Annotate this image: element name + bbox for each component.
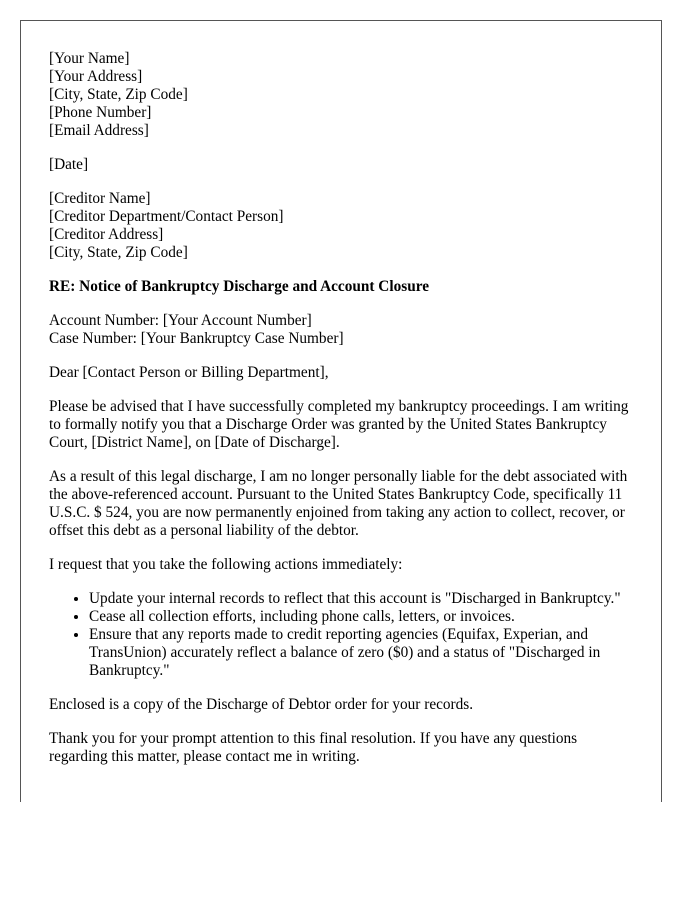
letter-page: [20, 20, 662, 802]
creditor-address: [Creditor Address]: [49, 226, 164, 243]
sender-city: [City, State, Zip Code]: [49, 86, 188, 103]
enclosure-paragraph: Enclosed is a copy of the Discharge of Debtor order for your records.: [49, 696, 474, 713]
recipient-block: [49, 190, 633, 262]
creditor-contact: [Creditor Department/Contact Person]: [49, 208, 284, 225]
creditor-name: [Creditor Name]: [49, 190, 151, 207]
sender-address: [Your Address]: [49, 68, 143, 85]
sender-email: [Email Address]: [49, 122, 149, 139]
reference-numbers: [49, 312, 633, 348]
sender-phone: [Phone Number]: [49, 104, 152, 121]
salutation: Dear [Contact Person or Billing Department],: [49, 364, 329, 381]
sender-name: [Your Name]: [49, 50, 130, 67]
list-item: • Cease all collection efforts, including phone calls, letters, or invoices.: [89, 608, 633, 626]
subject-line: RE: Notice of Bankruptcy Discharge and Account Closure: [49, 278, 430, 295]
list-item: • Update your internal records to reflect that this account is "Discharged in Bankruptcy.": [89, 590, 633, 608]
account-number: Account Number: [Your Account Number]: [49, 312, 312, 329]
closing-paragraph: Thank you for your prompt attention to this final resolution. If you have any questions regarding this matter, please contact me in writing.: [49, 730, 578, 765]
action-list: [49, 590, 633, 680]
sender-block: [49, 50, 633, 140]
body-paragraph: Please be advised that I have successfully completed my bankruptcy proceedings. I am writing to formally notify you that a Discharge Order was granted by the United States Bankruptcy Court, [District Name], on [Date of Discharge].: [49, 398, 629, 451]
case-number: Case Number: [Your Bankruptcy Case Number]: [49, 330, 344, 347]
body-paragraph: As a result of this legal discharge, I am no longer personally liable for the debt associated with the above-referenced account. Pursuant to the United States Bankruptcy Code, specifically 11 U.S.C. $ 524, you are now permanently enjoined from taking any action to collect, recover, or offset this debt as a personal liability of the debtor.: [49, 468, 628, 539]
creditor-city: [City, State, Zip Code]: [49, 244, 188, 261]
letter-date: [Date]: [49, 156, 89, 173]
body-paragraph: I request that you take the following actions immediately:: [49, 556, 403, 573]
list-item: • Ensure that any reports made to credit reporting agencies (Equifax, Experian, and TransUnion) accurately reflect a balance of zero ($0) and a status of "Discharged in Bankruptcy.": [89, 626, 633, 680]
